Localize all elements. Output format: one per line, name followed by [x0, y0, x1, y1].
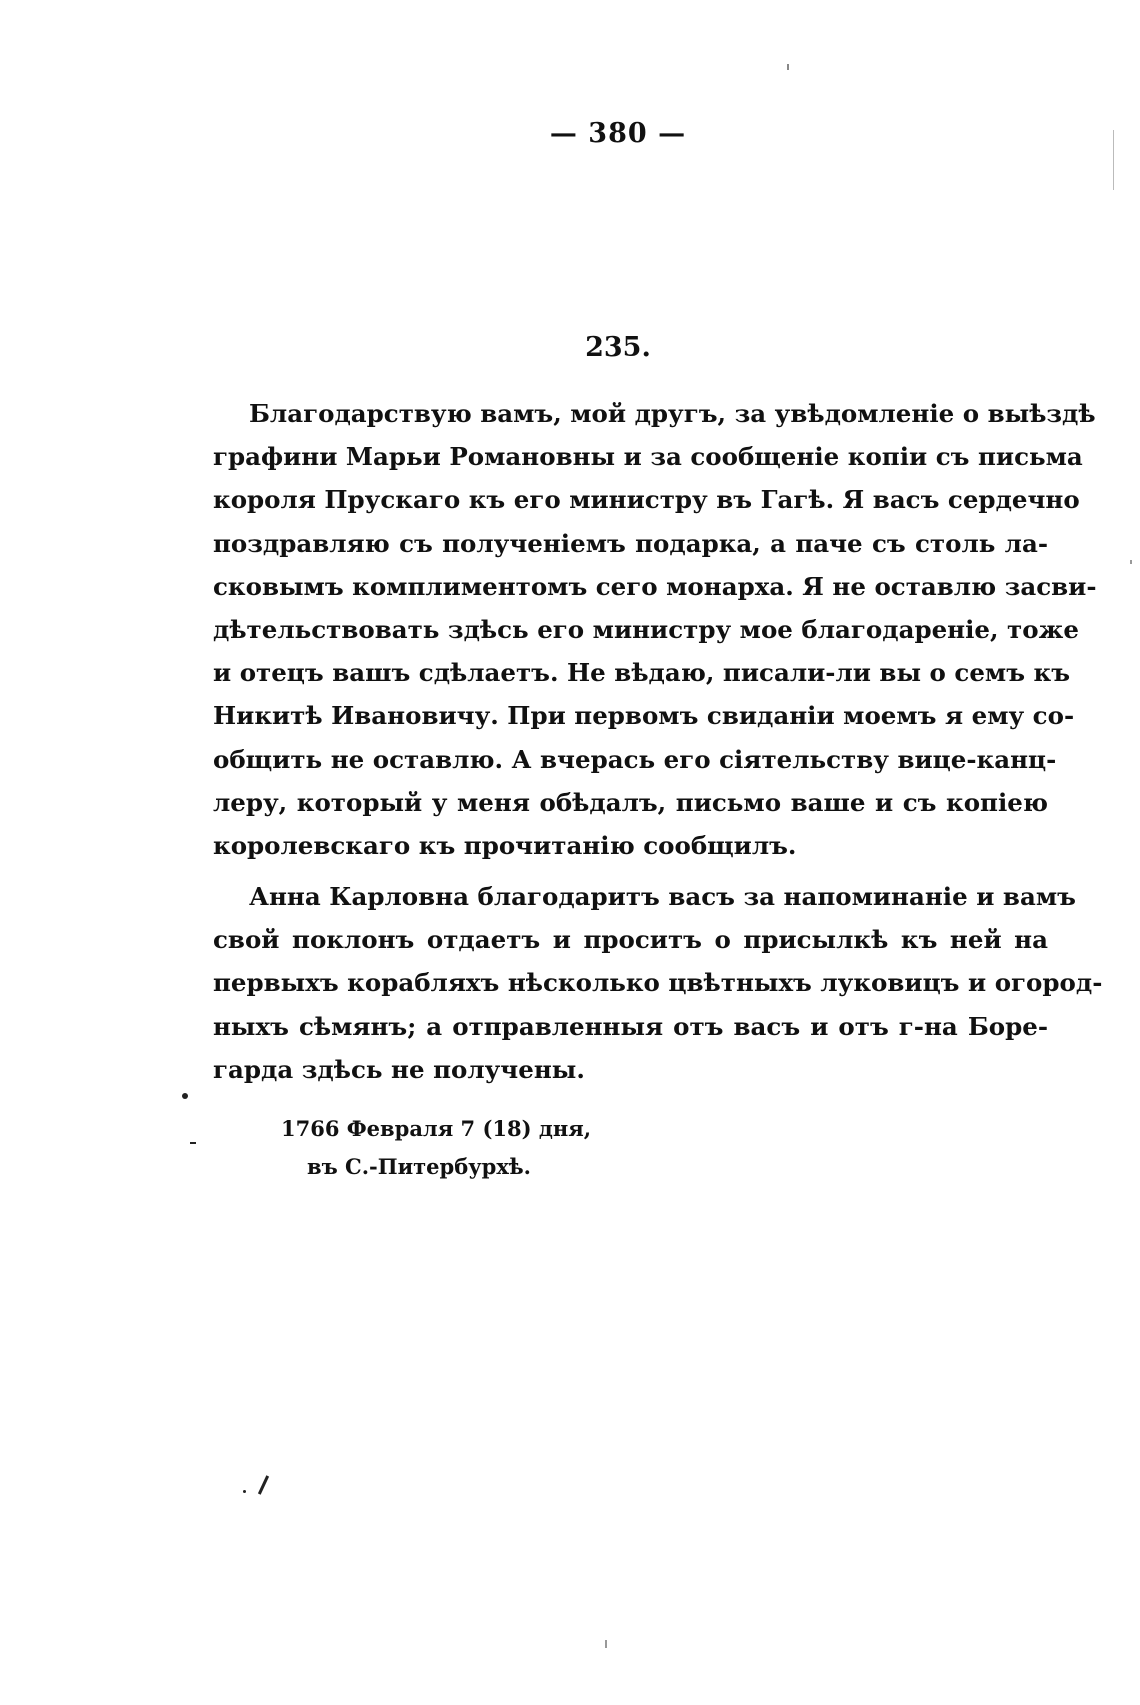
text-line: свой поклонъ отдаетъ и проситъ о присылкѣ къ ней на — [213, 925, 1048, 955]
text-line: Благодарствую вамъ, мой другъ, за увѣдомленіе о выѣздѣ — [249, 399, 1096, 428]
letter-number: 235. — [585, 332, 651, 363]
text-line: поздравляю съ полученіемъ подарка, а паче съ столь ла- — [213, 528, 1048, 558]
letter-body — [213, 392, 1103, 1091]
text-line: общить не оставлю. А вчерась его сіятельству вице-канц- — [213, 744, 1057, 774]
paragraph-2 — [213, 875, 1103, 1091]
scan-speck — [1113, 130, 1114, 190]
text-line: ныхъ сѣмянъ; а отправленныя отъ васъ и отъ г-на Боре- — [213, 1011, 1048, 1041]
page-number: — 380 — — [549, 118, 687, 149]
text-line: первыхъ корабляхъ нѣсколько цвѣтныхъ луковицъ и огород- — [213, 968, 1103, 998]
signature-place: въ С.-Питербурхѣ. — [307, 1154, 531, 1179]
text-line: графини Марьи Романовны и за сообщеніе копіи съ письма — [213, 442, 1083, 472]
text-line: Анна Карловна благодаритъ васъ за напоминаніе и вамъ — [249, 882, 1076, 912]
signature-block — [281, 1110, 781, 1186]
scan-speck — [787, 64, 789, 70]
text-line: гарда здѣсь не получены. — [213, 1054, 585, 1084]
scan-stroke — [258, 1475, 269, 1494]
paragraph-gap — [213, 867, 1048, 875]
paragraph-1 — [213, 392, 1097, 867]
scan-speck — [1130, 560, 1132, 564]
text-line: королевскаго къ прочитанію сообщилъ. — [213, 830, 797, 860]
text-line: и отецъ вашъ сдѣлаетъ. Не вѣдаю, писали-ли вы о семъ къ — [213, 658, 1070, 688]
text-line: короля Прускаго къ его министру въ Гагѣ. Я васъ сердечно — [213, 485, 1080, 515]
scan-speck — [243, 1490, 246, 1493]
scan-speck — [190, 1142, 196, 1144]
text-line: Никитѣ Ивановичу. При первомъ свиданіи моемъ я ему со- — [213, 701, 1075, 731]
scan-dot — [182, 1093, 188, 1099]
text-line: леру, который у меня обѣдалъ, письмо ваше и съ копіею — [213, 787, 1048, 817]
scan-speck — [605, 1640, 607, 1648]
text-line: дѣтельствовать здѣсь его министру мое благодареніе, тоже — [213, 614, 1079, 644]
text-line: сковымъ комплиментомъ сего монарха. Я не оставлю засви- — [213, 571, 1097, 601]
signature-date: 1766 Февраля 7 (18) дня, — [281, 1116, 592, 1141]
